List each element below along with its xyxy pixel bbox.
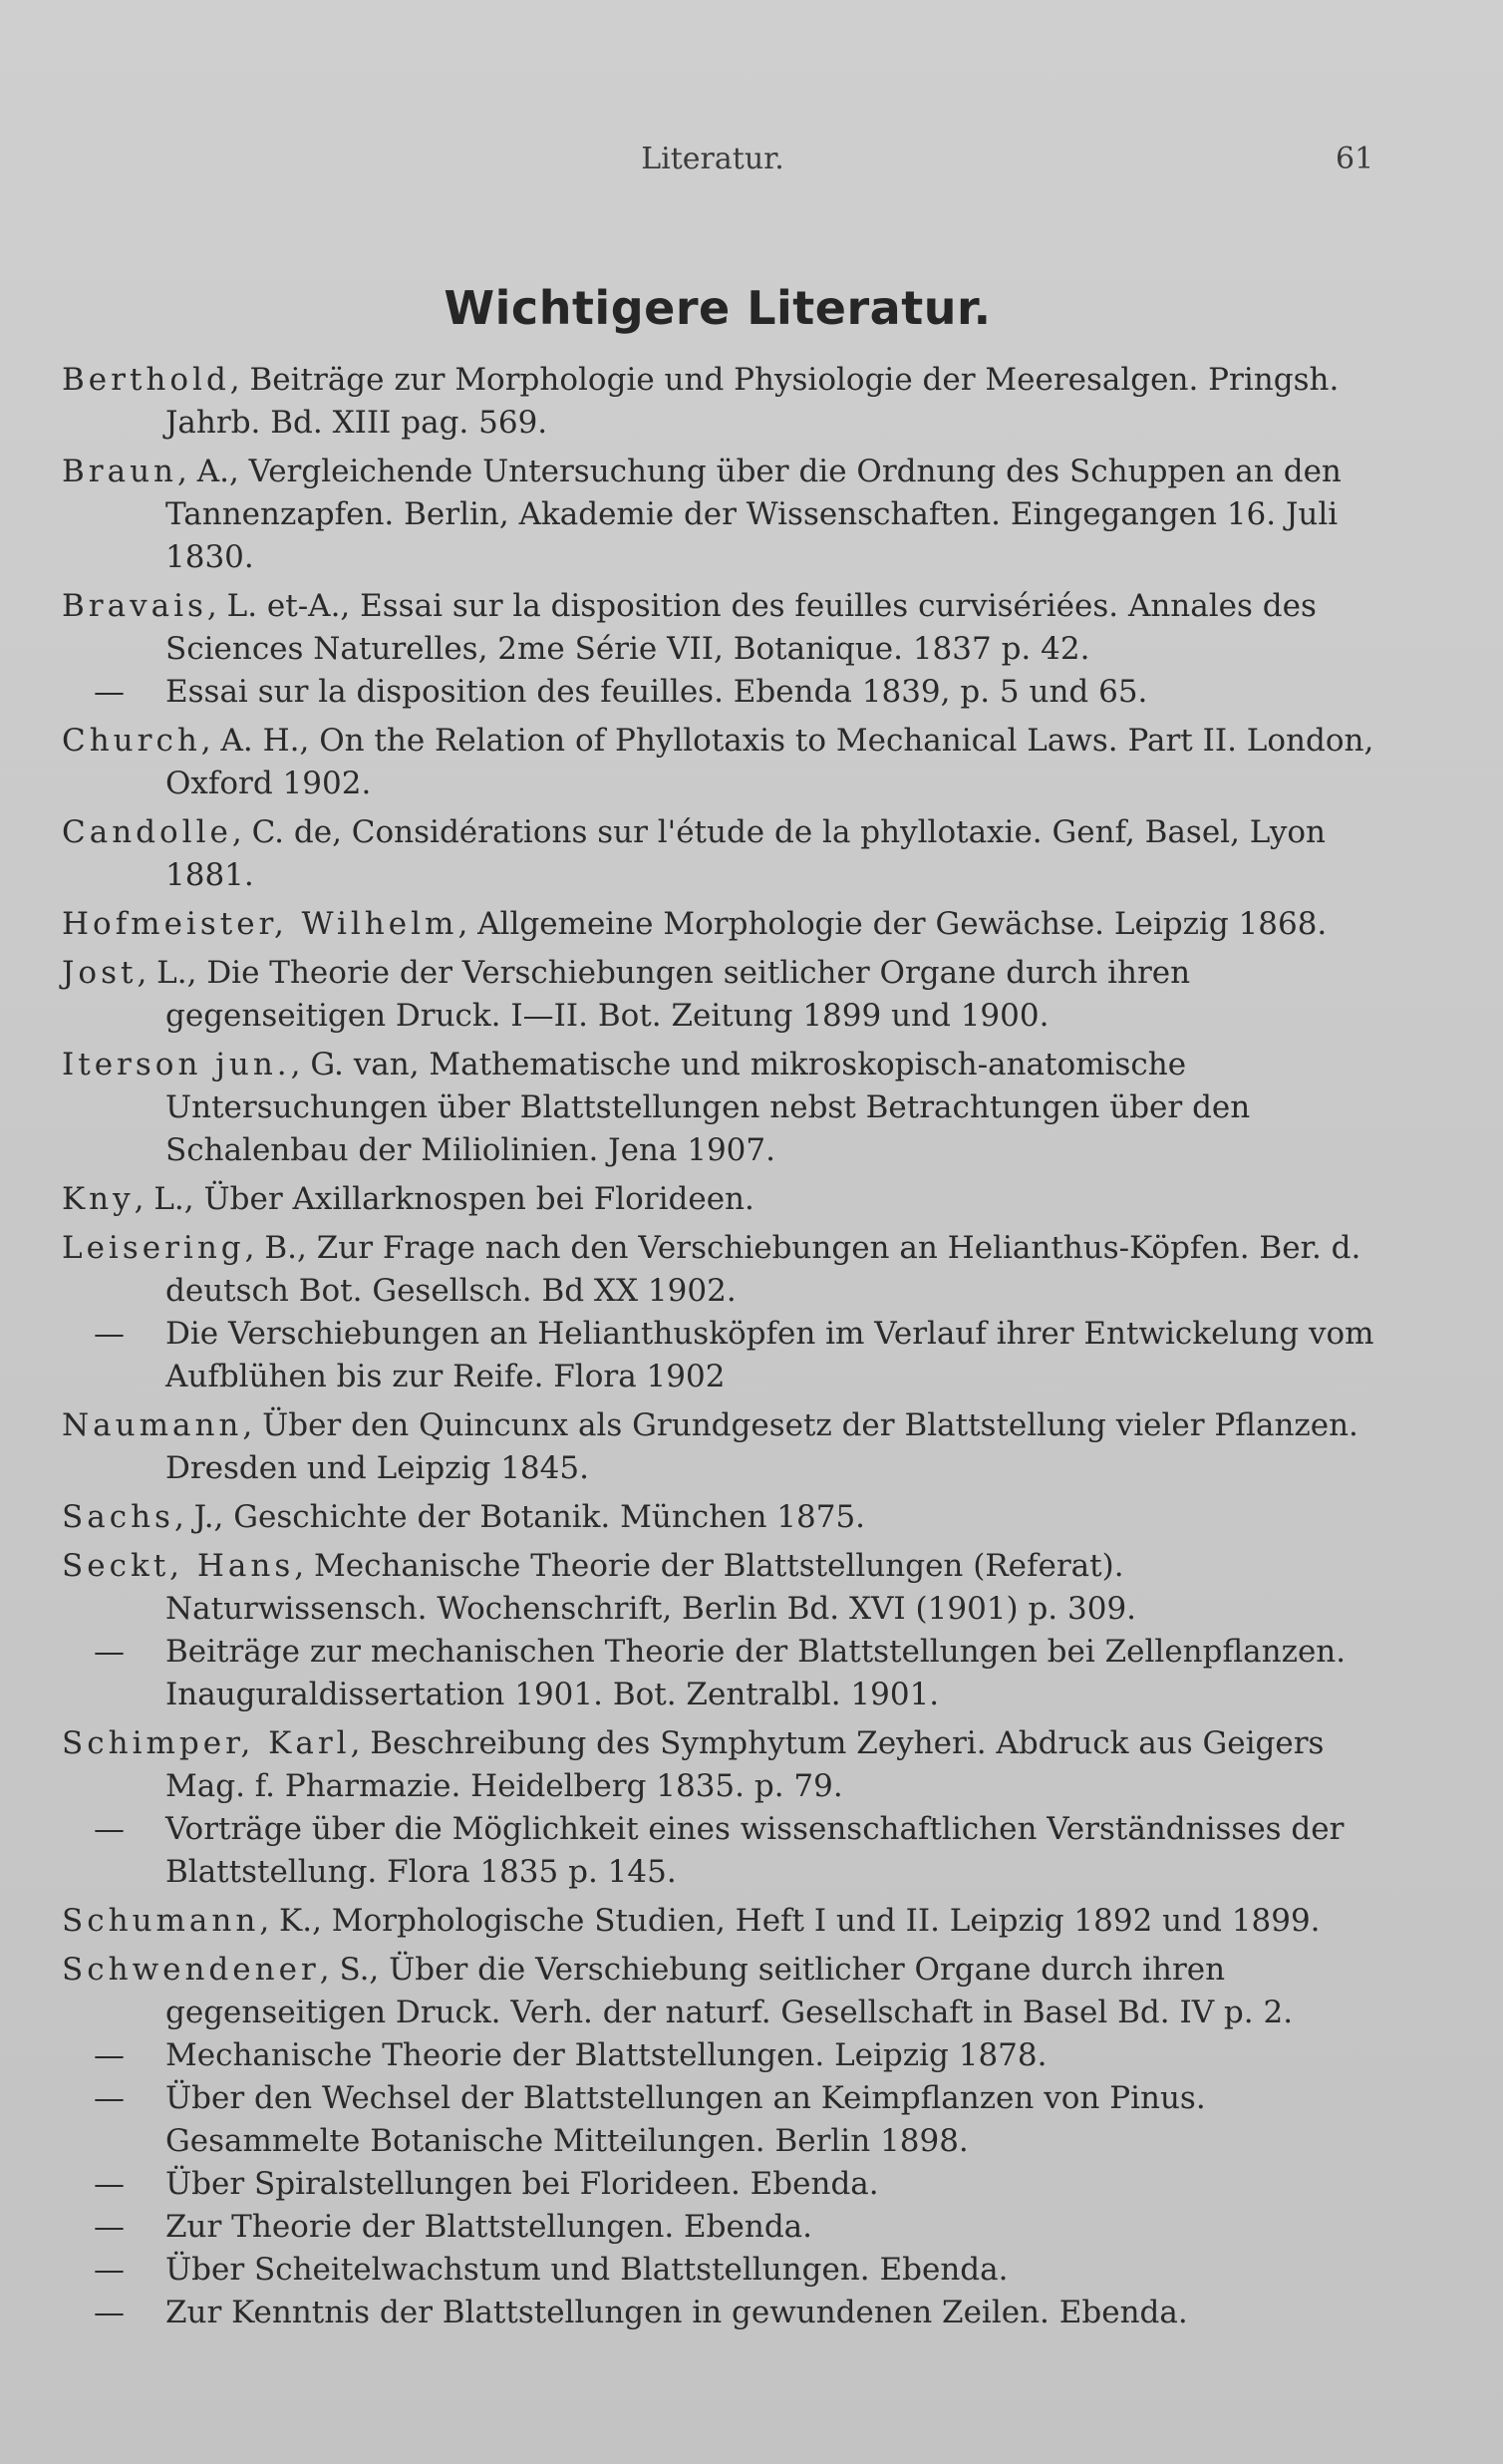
entry-text: , K., Morphologische Studien, Heft I und II. Leipzig 1892 und 1899. bbox=[259, 1903, 1321, 1939]
bibliography-entry bbox=[62, 811, 1377, 897]
entry-text: Vorträge über die Möglichkeit eines wissenschaftlichen Verständnisses der Blattstellung. Flora 1835 p. 145. bbox=[165, 1811, 1345, 1890]
ditto-dash: — bbox=[94, 2166, 125, 2202]
ditto-dash: — bbox=[94, 2295, 125, 2330]
ditto-dash: — bbox=[94, 2209, 125, 2245]
section-heading: Wichtigere Literatur. bbox=[444, 281, 992, 335]
entry-author: Kny bbox=[62, 1181, 135, 1217]
entry-text: Die Verschiebungen an Helianthusköpfen im Verlauf ihrer Entwickelung vom Aufblühen bis zur Reife. Flora 1902 bbox=[165, 1316, 1374, 1394]
entry-text: , Über den Quincunx als Grundgesetz der Blattstellung vieler Pflanzen. Dresden und Leipzig 1845. bbox=[165, 1407, 1358, 1486]
entry-text: , Allgemeine Morphologie der Gewächse. Leipzig 1868. bbox=[457, 906, 1328, 942]
bibliography-entry bbox=[62, 671, 1377, 714]
bibliography-entry bbox=[62, 903, 1377, 946]
bibliography-entry bbox=[62, 1949, 1377, 2034]
entry-text: , A., Vergleichende Untersuchung über die Ordnung des Schuppen an den Tannenzapfen. Berlin, Akademie der Wissenschaften. Eingegangen 16. Juli 1830. bbox=[165, 454, 1342, 575]
bibliography-entry bbox=[62, 1722, 1377, 1808]
bibliography-entry bbox=[62, 1044, 1377, 1172]
bibliography-entry bbox=[62, 1545, 1377, 1631]
entry-text: Essai sur la disposition des feuilles. Ebenda 1839, p. 5 und 65. bbox=[165, 674, 1148, 710]
entry-author: Braun bbox=[62, 454, 178, 489]
bibliography-entry bbox=[62, 2206, 1377, 2249]
entry-author: Iterson jun. bbox=[62, 1047, 291, 1082]
entry-text: , Mechanische Theorie der Blattstellungen (Referat). Naturwissensch. Wochenschrift, Berlin Bd. XVI (1901) p. 309. bbox=[165, 1548, 1137, 1627]
entry-author: Naumann bbox=[62, 1407, 243, 1443]
ditto-dash: — bbox=[94, 2252, 125, 2288]
bibliography-entry bbox=[62, 2163, 1377, 2206]
ditto-dash: — bbox=[94, 1634, 125, 1670]
entry-text: , B., Zur Frage nach den Verschiebungen an Helianthus-Köpfen. Ber. d. deutsch Bot. Gesellsch. Bd XX 1902. bbox=[165, 1230, 1361, 1309]
entry-text: , J., Geschichte der Botanik. München 1875. bbox=[173, 1499, 866, 1535]
bibliography-entry bbox=[62, 2034, 1377, 2077]
entry-text: Über den Wechsel der Blattstellungen an Keimpflanzen von Pinus. Gesammelte Botanische Mitteilungen. Berlin 1898. bbox=[165, 2080, 1206, 2159]
entry-text: Über Scheitelwachstum und Blattstellungen. Ebenda. bbox=[165, 2252, 1009, 2288]
entry-author: Sachs bbox=[62, 1499, 174, 1535]
bibliography-entry bbox=[62, 1404, 1377, 1490]
running-title: Literatur. bbox=[641, 142, 784, 176]
bibliography-entry bbox=[62, 2249, 1377, 2292]
page-number: 61 bbox=[1336, 142, 1374, 176]
bibliography-list bbox=[62, 359, 1377, 2340]
entry-text: Zur Theorie der Blattstellungen. Ebenda. bbox=[165, 2209, 813, 2245]
entry-author: Leisering bbox=[62, 1230, 245, 1266]
entry-text: , C. de, Considérations sur l'étude de la phyllotaxie. Genf, Basel, Lyon 1881. bbox=[165, 814, 1326, 893]
entry-text: Zur Kenntnis der Blattstellungen in gewundenen Zeilen. Ebenda. bbox=[165, 2295, 1188, 2330]
ditto-dash: — bbox=[94, 1811, 125, 1847]
bibliography-entry bbox=[62, 1227, 1377, 1313]
bibliography-entry bbox=[62, 720, 1377, 805]
bibliography-entry bbox=[62, 1808, 1377, 1894]
ditto-dash: — bbox=[94, 2080, 125, 2116]
bibliography-entry bbox=[62, 1313, 1377, 1398]
entry-text: , L., Die Theorie der Verschiebungen seitlicher Organe durch ihren gegenseitigen Druck. I—II. Bot. Zeitung 1899 und 1900. bbox=[137, 955, 1191, 1034]
entry-text: , Beiträge zur Morphologie und Physiologie der Meeresalgen. Pringsh. Jahrb. Bd. XIII pag. 569. bbox=[165, 362, 1340, 441]
bibliography-entry bbox=[62, 1496, 1377, 1539]
entry-author: Candolle bbox=[62, 814, 232, 850]
entry-text: , L., Über Axillarknospen bei Florideen. bbox=[134, 1181, 754, 1217]
bibliography-entry bbox=[62, 1900, 1377, 1943]
bibliography-entry bbox=[62, 585, 1377, 671]
entry-author: Berthold bbox=[62, 362, 230, 398]
entry-text: , S., Über die Verschiebung seitlicher Organe durch ihren gegenseitigen Druck. Verh. der naturf. Gesellschaft in Basel Bd. IV p. 2. bbox=[165, 1952, 1294, 2030]
entry-author: Hofmeister, Wilhelm bbox=[62, 906, 458, 942]
entry-author: Seckt, Hans bbox=[62, 1548, 295, 1584]
entry-text: Mechanische Theorie der Blattstellungen. Leipzig 1878. bbox=[165, 2037, 1048, 2073]
entry-author: Schumann bbox=[62, 1903, 260, 1939]
ditto-dash: — bbox=[94, 1316, 125, 1352]
bibliography-entry bbox=[62, 2077, 1377, 2163]
entry-text: Über Spiralstellungen bei Florideen. Ebenda. bbox=[165, 2166, 879, 2202]
entry-text: , G. van, Mathematische und mikroskopisch-anatomische Untersuchungen über Blattstellungen nebst Betrachtungen über den Schalenbau der Miliolinien. Jena 1907. bbox=[165, 1047, 1251, 1168]
entry-author: Church bbox=[62, 723, 201, 759]
bibliography-entry bbox=[62, 359, 1377, 445]
bibliography-entry bbox=[62, 952, 1377, 1038]
entry-text: , A. H., On the Relation of Phyllotaxis to Mechanical Laws. Part II. London, Oxford 1902. bbox=[165, 723, 1374, 801]
bibliography-entry bbox=[62, 1631, 1377, 1716]
bibliography-entry bbox=[62, 451, 1377, 579]
entry-author: Schwendener bbox=[62, 1952, 320, 1988]
entry-author: Jost bbox=[62, 955, 138, 991]
bibliography-entry bbox=[62, 2292, 1377, 2334]
ditto-dash: — bbox=[94, 2037, 125, 2073]
entry-text: Beiträge zur mechanischen Theorie der Blattstellungen bei Zellenpflanzen. Inauguraldissertation 1901. Bot. Zentralbl. 1901. bbox=[165, 1634, 1347, 1712]
entry-text: , Beschreibung des Symphytum Zeyheri. Abdruck aus Geigers Mag. f. Pharmazie. Heidelberg 1835. p. 79. bbox=[165, 1725, 1325, 1804]
entry-author: Bravais bbox=[62, 588, 207, 624]
bibliography-entry bbox=[62, 1178, 1377, 1221]
entry-text: , L. et-A., Essai sur la disposition des feuilles curvisériées. Annales des Sciences Naturelles, 2me Série VII, Botanique. 1837 p. 42. bbox=[165, 588, 1317, 667]
entry-author: Schimper, Karl bbox=[62, 1725, 351, 1761]
ditto-dash: — bbox=[94, 674, 125, 710]
